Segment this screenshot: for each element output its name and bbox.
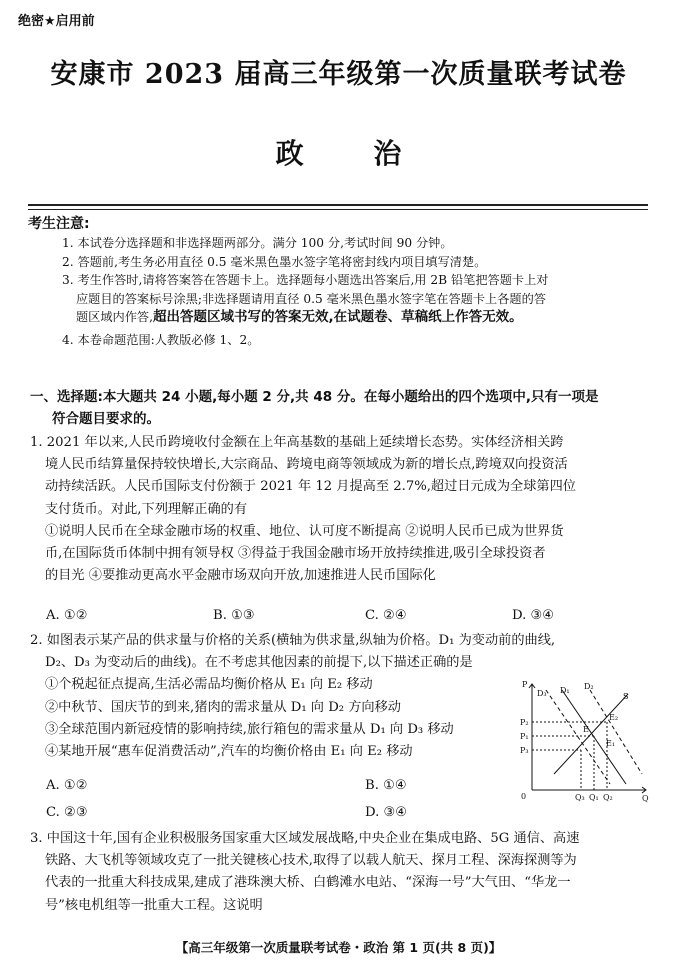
question-line: 的目光 ④要推动更高水平金融市场双向开放,加速推进人民币国际化 [45, 568, 436, 584]
option-b: B. ①④ [365, 778, 407, 793]
question-line: ②中秋节、国庆节的到来,猪肉的需求量从 D₁ 向 D₂ 方向移动 [45, 699, 401, 715]
option-c: C. ②④ [365, 608, 407, 623]
notice-item-text: 题区域内作答, [76, 310, 153, 324]
notice-item: 2. 答题前,考生务必用直径 0.5 毫米黑色墨水签字笔将密封线内项目填写清楚。 [62, 254, 487, 269]
notice-item-continued [62, 308, 657, 327]
option-d: D. ③④ [365, 805, 408, 820]
option-a: A. ①② [46, 608, 88, 623]
option-b: B. ①③ [213, 608, 255, 623]
exam-title: 安康市 2023 届高三年级第一次质量联考试卷 [50, 59, 627, 90]
notice-emphasis: 超出答题区域书写的答案无效,在试题卷、草稿纸上作答无效。 [153, 309, 523, 325]
notice-list [62, 234, 657, 349]
question-line: 动持续活跃。人民币国际支付份额于 2021 年 12 月提高至 2.7%,超过日元成为全球第四位 [45, 479, 576, 495]
confidential-label: 绝密★启用前 [18, 14, 95, 29]
point-label-e: E [583, 725, 589, 734]
notice-heading: 考生注意: [28, 216, 90, 232]
curve-label-d1: D₁ [560, 686, 570, 695]
option-c: C. ②③ [46, 805, 88, 820]
notice-item-continued: 应题目的答案标号涂黑;非选择题请用直径 0.5 毫米黑色墨水签字笔在答题卡上各题的答 [76, 291, 546, 306]
question-line: 2. 如图表示某产品的供求量与价格的关系(横轴为供求量,纵轴为价格。D₁ 为变动前的曲线, [30, 633, 556, 648]
question-line: 代表的一批重大科技成果,建成了港珠澳大桥、白鹤滩水电站、“深海一号”大气田、“华龙一 [45, 875, 571, 891]
origin-label: 0 [521, 792, 527, 801]
question-line: ①说明人民币在全球金融市场的权重、地位、认可度不断提高 ②说明人民币已成为世界货 [45, 523, 564, 539]
point-label-e2: E₂ [609, 713, 619, 722]
question-3 [30, 828, 655, 917]
question-line: 3. 中国这十年,国有企业积极服务国家重大区域发展战略,中央企业在集成电路、5G 通信、高速 [30, 831, 580, 846]
section-heading-line: 一、选择题:本大题共 24 小题,每小题 2 分,共 48 分。在每小题给出的四个选项中,只有一项是 [30, 389, 599, 405]
quantity-tick-q1: Q₁ [589, 793, 599, 802]
question-line: 1. 2021 年以来,人民币跨境收付金额在上年高基数的基础上延续增长态势。实体经济相关跨 [30, 435, 564, 450]
price-tick-p2: P₂ [520, 718, 529, 727]
question-line: 号”核电机组等一批重大工程。这说明 [45, 897, 263, 913]
option-d: D. ③④ [512, 608, 555, 623]
question-line: 境人民币结算量保持较快增长,大宗商品、跨境电商等领域成为新的增长点,跨境双向投资活 [45, 457, 568, 473]
section-heading-line: 符合题目要求的。 [52, 411, 160, 427]
curve-label-s: S [623, 692, 629, 701]
demand-curve-d3 [546, 690, 610, 784]
section-heading [30, 386, 650, 430]
question-line: ①个税起征点提高,生活必需品均衡价格从 E₁ 向 E₂ 移动 [45, 677, 373, 693]
question-1 [30, 432, 655, 587]
option-a: A. ①② [46, 778, 88, 793]
question-line: ③全球范围内新冠疫情的影响持续,旅行箱包的需求量从 D₁ 向 D₃ 移动 [45, 721, 454, 737]
price-tick-p3: P₃ [520, 746, 529, 755]
y-axis-label: P [522, 680, 528, 689]
demand-curve-d2 [590, 690, 642, 774]
subject-title: 政 治 [275, 137, 432, 170]
curve-label-d2: D₂ [584, 682, 594, 691]
question-line: 币,在国际货币体制中拥有领导权 ③得益于我国金融市场开放持续推进,吸引全球投资者 [45, 546, 546, 562]
divider-thin [28, 209, 648, 210]
divider-thick [28, 204, 648, 206]
question-line: 铁路、大飞机等领域攻克了一批关键核心技术,取得了以载人航天、探月工程、深海探测等为 [45, 853, 577, 869]
quantity-tick-q2: Q₂ [603, 793, 613, 802]
supply-demand-graph [518, 678, 653, 803]
page-footer: 【高三年级第一次质量联考试卷・政治 第 1 页(共 8 页)】 [175, 940, 502, 955]
point-label-e1: E₁ [606, 739, 616, 748]
notice-item: 1. 本试卷分选择题和非选择题两部分。满分 100 分,考试时间 90 分钟。 [62, 236, 453, 250]
question-line: D₂、D₃ 为变动后的曲线)。在不考虑其他因素的前提下,以下描述正确的是 [45, 655, 473, 671]
notice-item: 4. 本卷命题范围:人教版必修 1、2。 [62, 332, 260, 347]
question-line: ④某地开展“惠车促消费活动”,汽车的均衡价格由 E₁ 向 E₂ 移动 [45, 744, 413, 760]
quantity-tick-q3: Q₃ [575, 793, 585, 802]
curve-label-d3: D₃ [537, 689, 547, 698]
price-tick-p1: P₁ [520, 732, 529, 741]
x-axis-label: Q [642, 794, 649, 803]
question-line: 支付货币。对此,下列理解正确的有 [45, 501, 248, 517]
notice-item: 3. 考生作答时,请将答案答在答题卡上。选择题每小题选出答案后,用 2B 铅笔把答题卡上对 [62, 273, 549, 287]
